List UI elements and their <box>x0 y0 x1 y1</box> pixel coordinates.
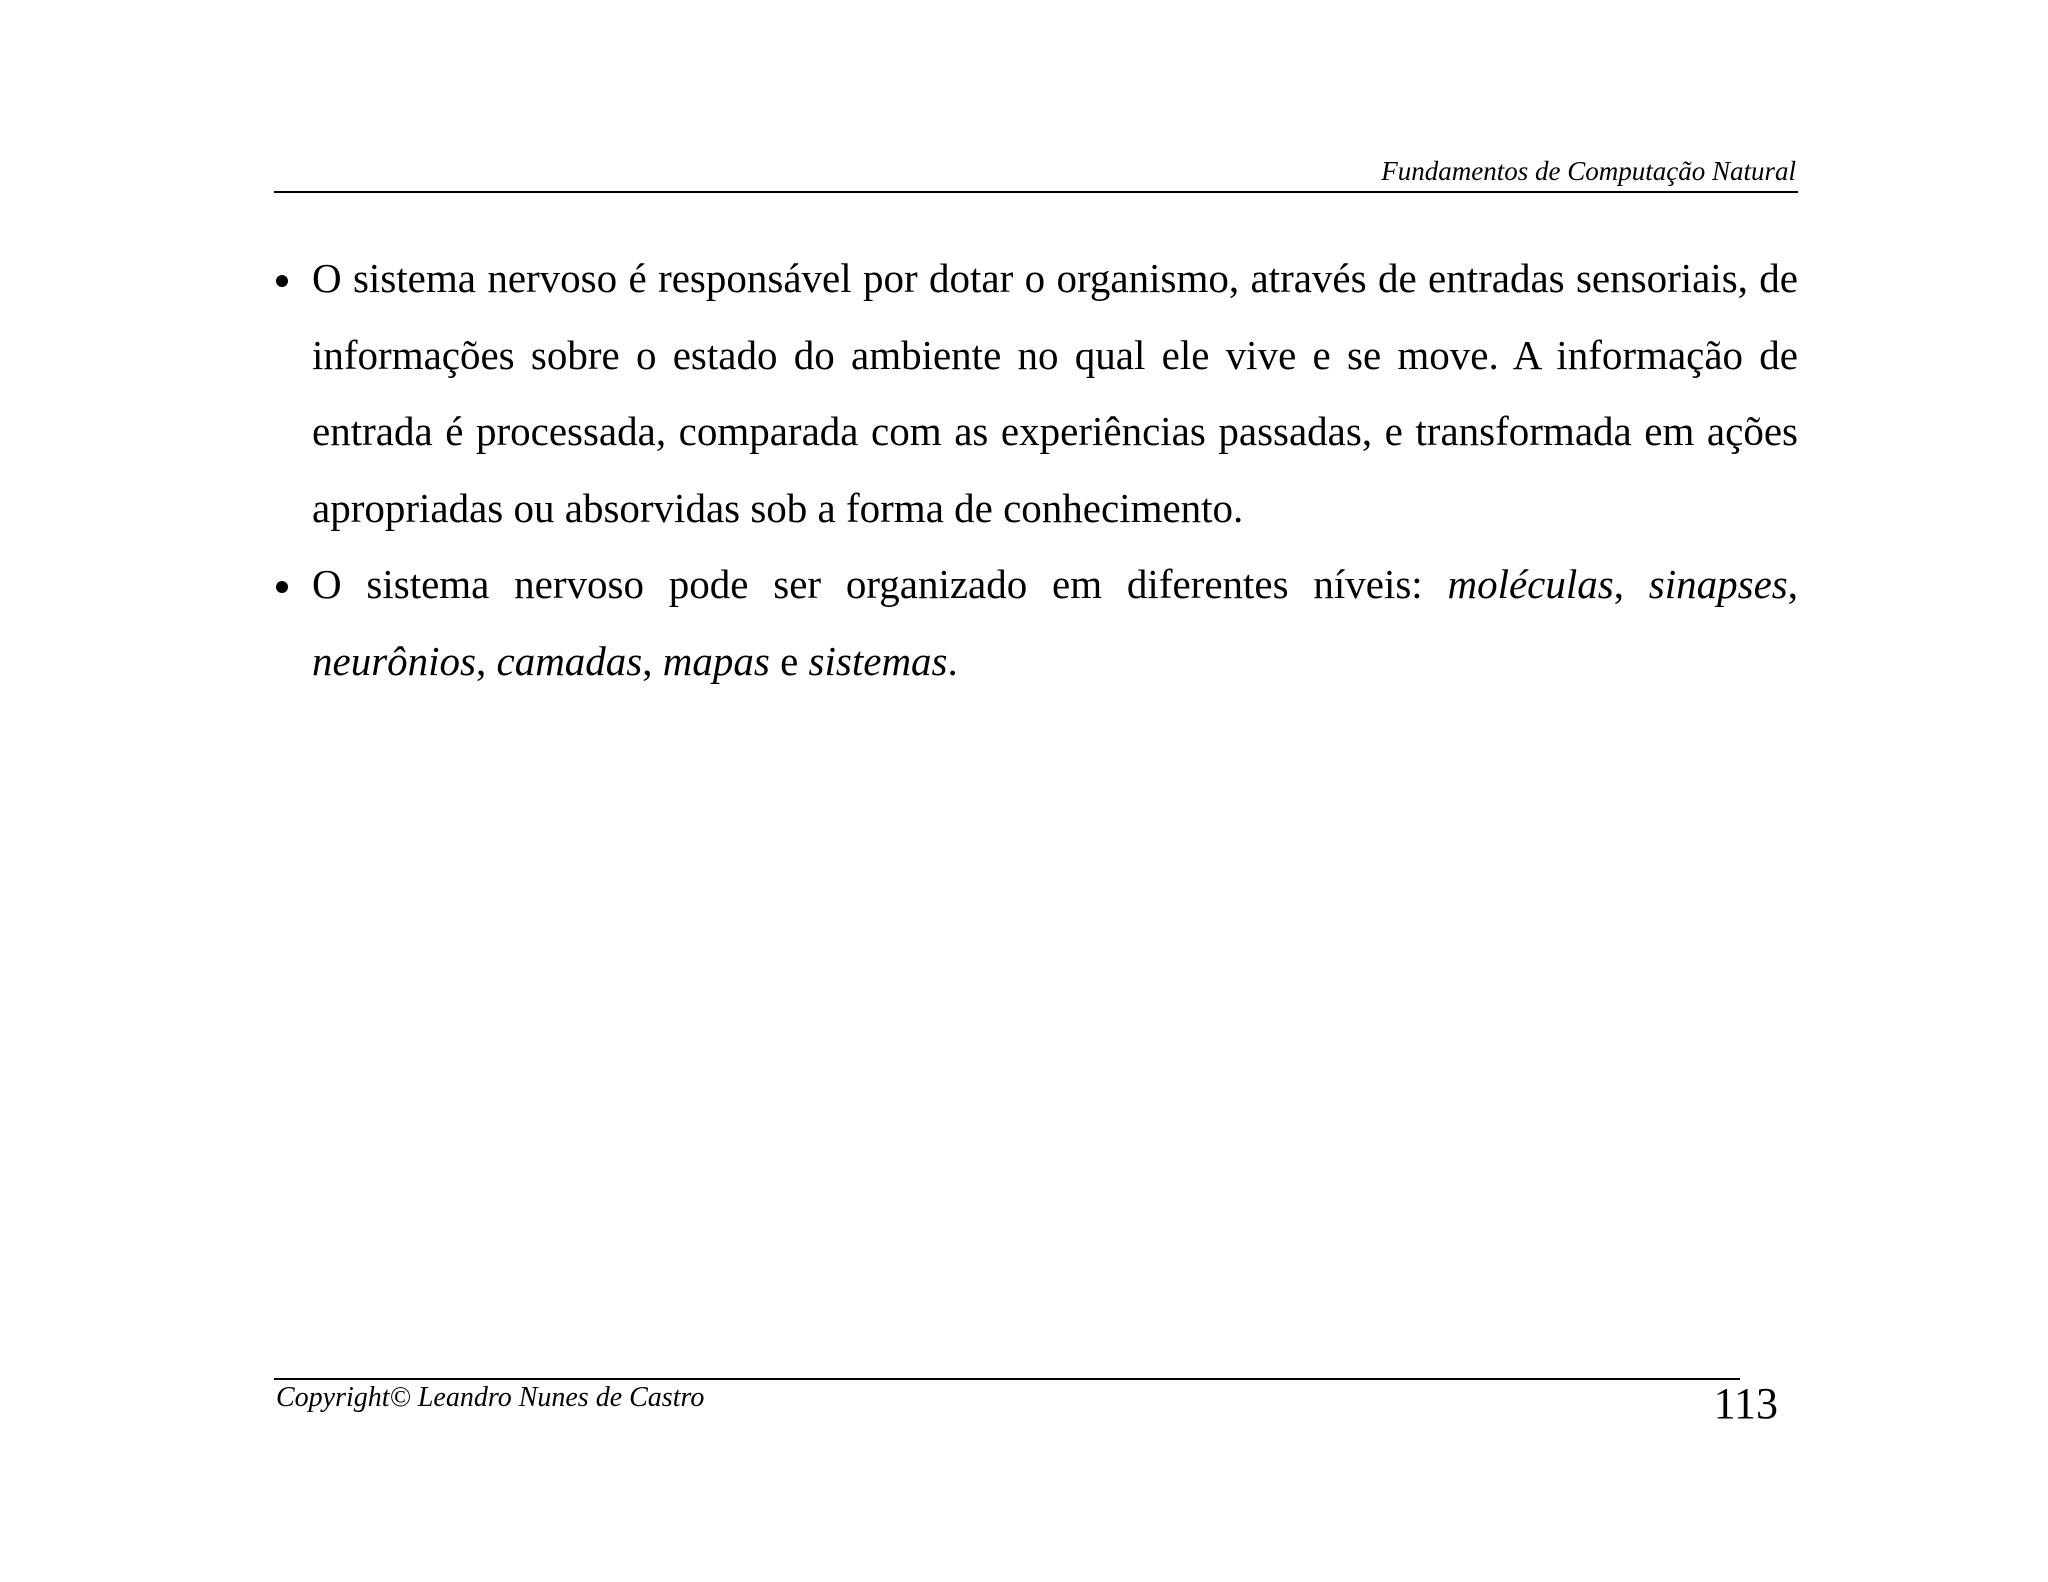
term-separator: , <box>642 637 663 684</box>
bullet-item-organization-levels <box>274 546 1798 699</box>
page-number: 113 <box>1713 1379 1778 1428</box>
bullet-item-nervous-system-role <box>274 240 1798 546</box>
level-term-synapses: sinapses <box>1648 561 1788 607</box>
bullet-intro-text: O sistema nervoso pode ser organizado em diferentes níveis: <box>312 561 1448 607</box>
bullet-text: O sistema nervoso é responsável por dotar o organismo, através de entradas sensoriais, de informações sobre o estado do ambiente no qual ele vive e se move. A informação de entrada é processada, comparada com as experiências passadas, e transformada em ações apropriadas ou absorvidas sob a forma de conhecimento. <box>312 255 1798 531</box>
term-separator: , <box>1613 561 1649 607</box>
footer-copyright: Copyright© Leandro Nunes de Castro <box>276 1382 705 1413</box>
level-term-neurons: neurônios <box>312 637 476 684</box>
level-term-layers: camadas <box>496 637 643 684</box>
level-term-systems: sistemas <box>808 637 948 684</box>
term-conjunction: e <box>769 637 809 684</box>
term-separator: , <box>1787 561 1798 607</box>
level-term-molecules: moléculas <box>1447 561 1614 607</box>
level-term-maps: mapas <box>662 637 770 684</box>
running-header-title: Fundamentos de Computação Natural <box>1381 156 1796 186</box>
sentence-end: . <box>947 637 958 684</box>
body-content <box>274 240 1798 699</box>
term-separator: , <box>476 637 497 684</box>
header-rule <box>274 191 1798 193</box>
